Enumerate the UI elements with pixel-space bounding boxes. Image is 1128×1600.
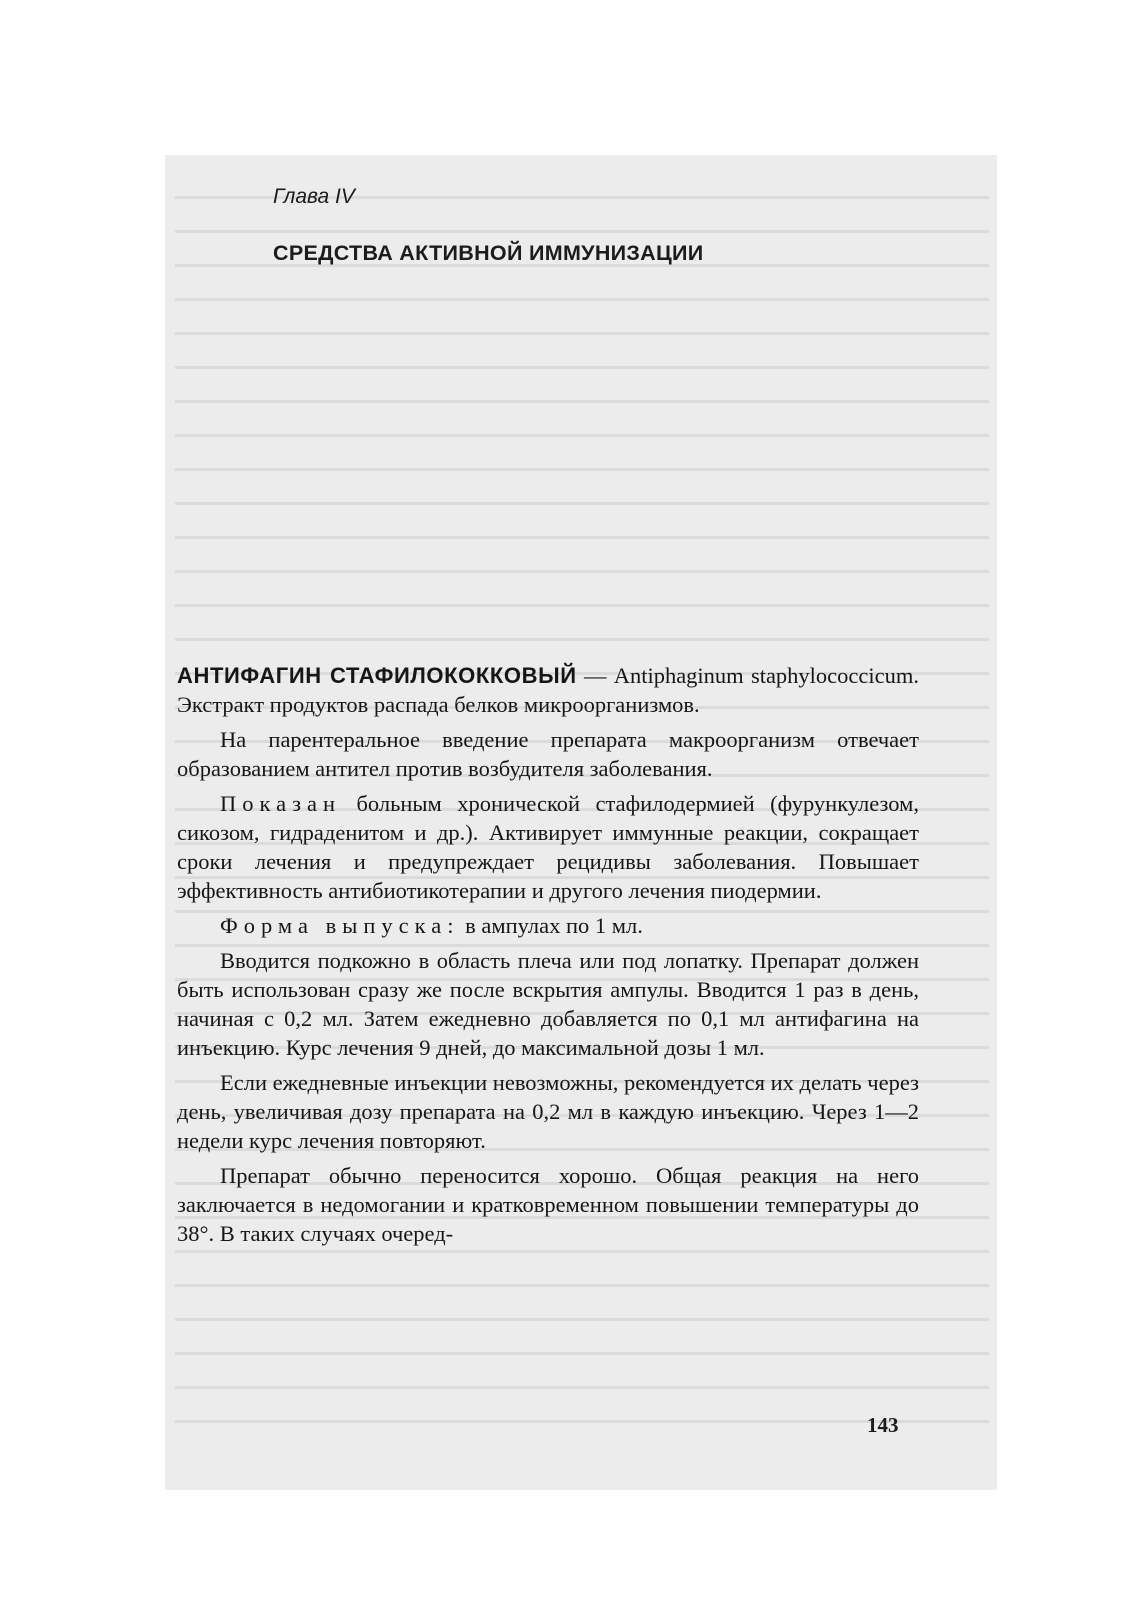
book-page (165, 155, 997, 1490)
form-label: Форма выпуска: (220, 913, 460, 938)
article-headword: АНТИФАГИН СТАФИЛОКОККОВЫЙ (177, 663, 577, 688)
article-intro (177, 661, 919, 719)
paragraph-alternate-schedule: Если ежедневные инъекции невозможны, рекомендуется их делать через день, увеличивая дозу препарата на 0,2 мл в каждую инъекцию. Через 1—2 недели курс лечения повторяют. (177, 1070, 919, 1153)
paragraph-mechanism: На парентеральное введение препарата макроорганизм отвечает образованием антител против возбудителя заболевания. (177, 727, 919, 781)
paragraph-indications (177, 789, 919, 905)
chapter-label: Глава IV (273, 185, 355, 208)
indications-label: Показан (220, 791, 341, 816)
indications-text: больным хронической стафилодермией (фурункулезом, сикозом, гидраденитом и др.). Активирует иммунные реакции, сокращает сроки лечения и предупреждает рецидивы заболевания. Повышает эффективность антибиотикотерапии и другого лечения пиодермии. (177, 791, 919, 903)
section-title: СРЕДСТВА АКТИВНОЙ ИММУНИЗАЦИИ (273, 241, 704, 265)
page-number: 143 (867, 1413, 899, 1437)
form-text: в ампулах по 1 мл. (459, 913, 643, 938)
paragraph-tolerance: Препарат обычно переносится хорошо. Общая реакция на него заключается в недомогании и кратковременном повышении температуры до 38°. В таких случаях очеред- (177, 1163, 919, 1246)
article-body (177, 661, 919, 1254)
article-latin-intro: — Antiphaginum staphylococcicum. Экстракт продуктов распада белков микроорганизмов. (177, 663, 920, 717)
paragraph-dosing: Вводится подкожно в область плеча или под лопатку. Препарат должен быть использован сразу же после вскрытия ампулы. Вводится 1 раз в день, начиная с 0,2 мл. Затем ежедневно добавляется по 0,1 мл антифагина на инъекцию. Курс лечения 9 дней, до максимальной дозы 1 мл. (177, 948, 919, 1060)
paragraph-form (177, 911, 919, 940)
